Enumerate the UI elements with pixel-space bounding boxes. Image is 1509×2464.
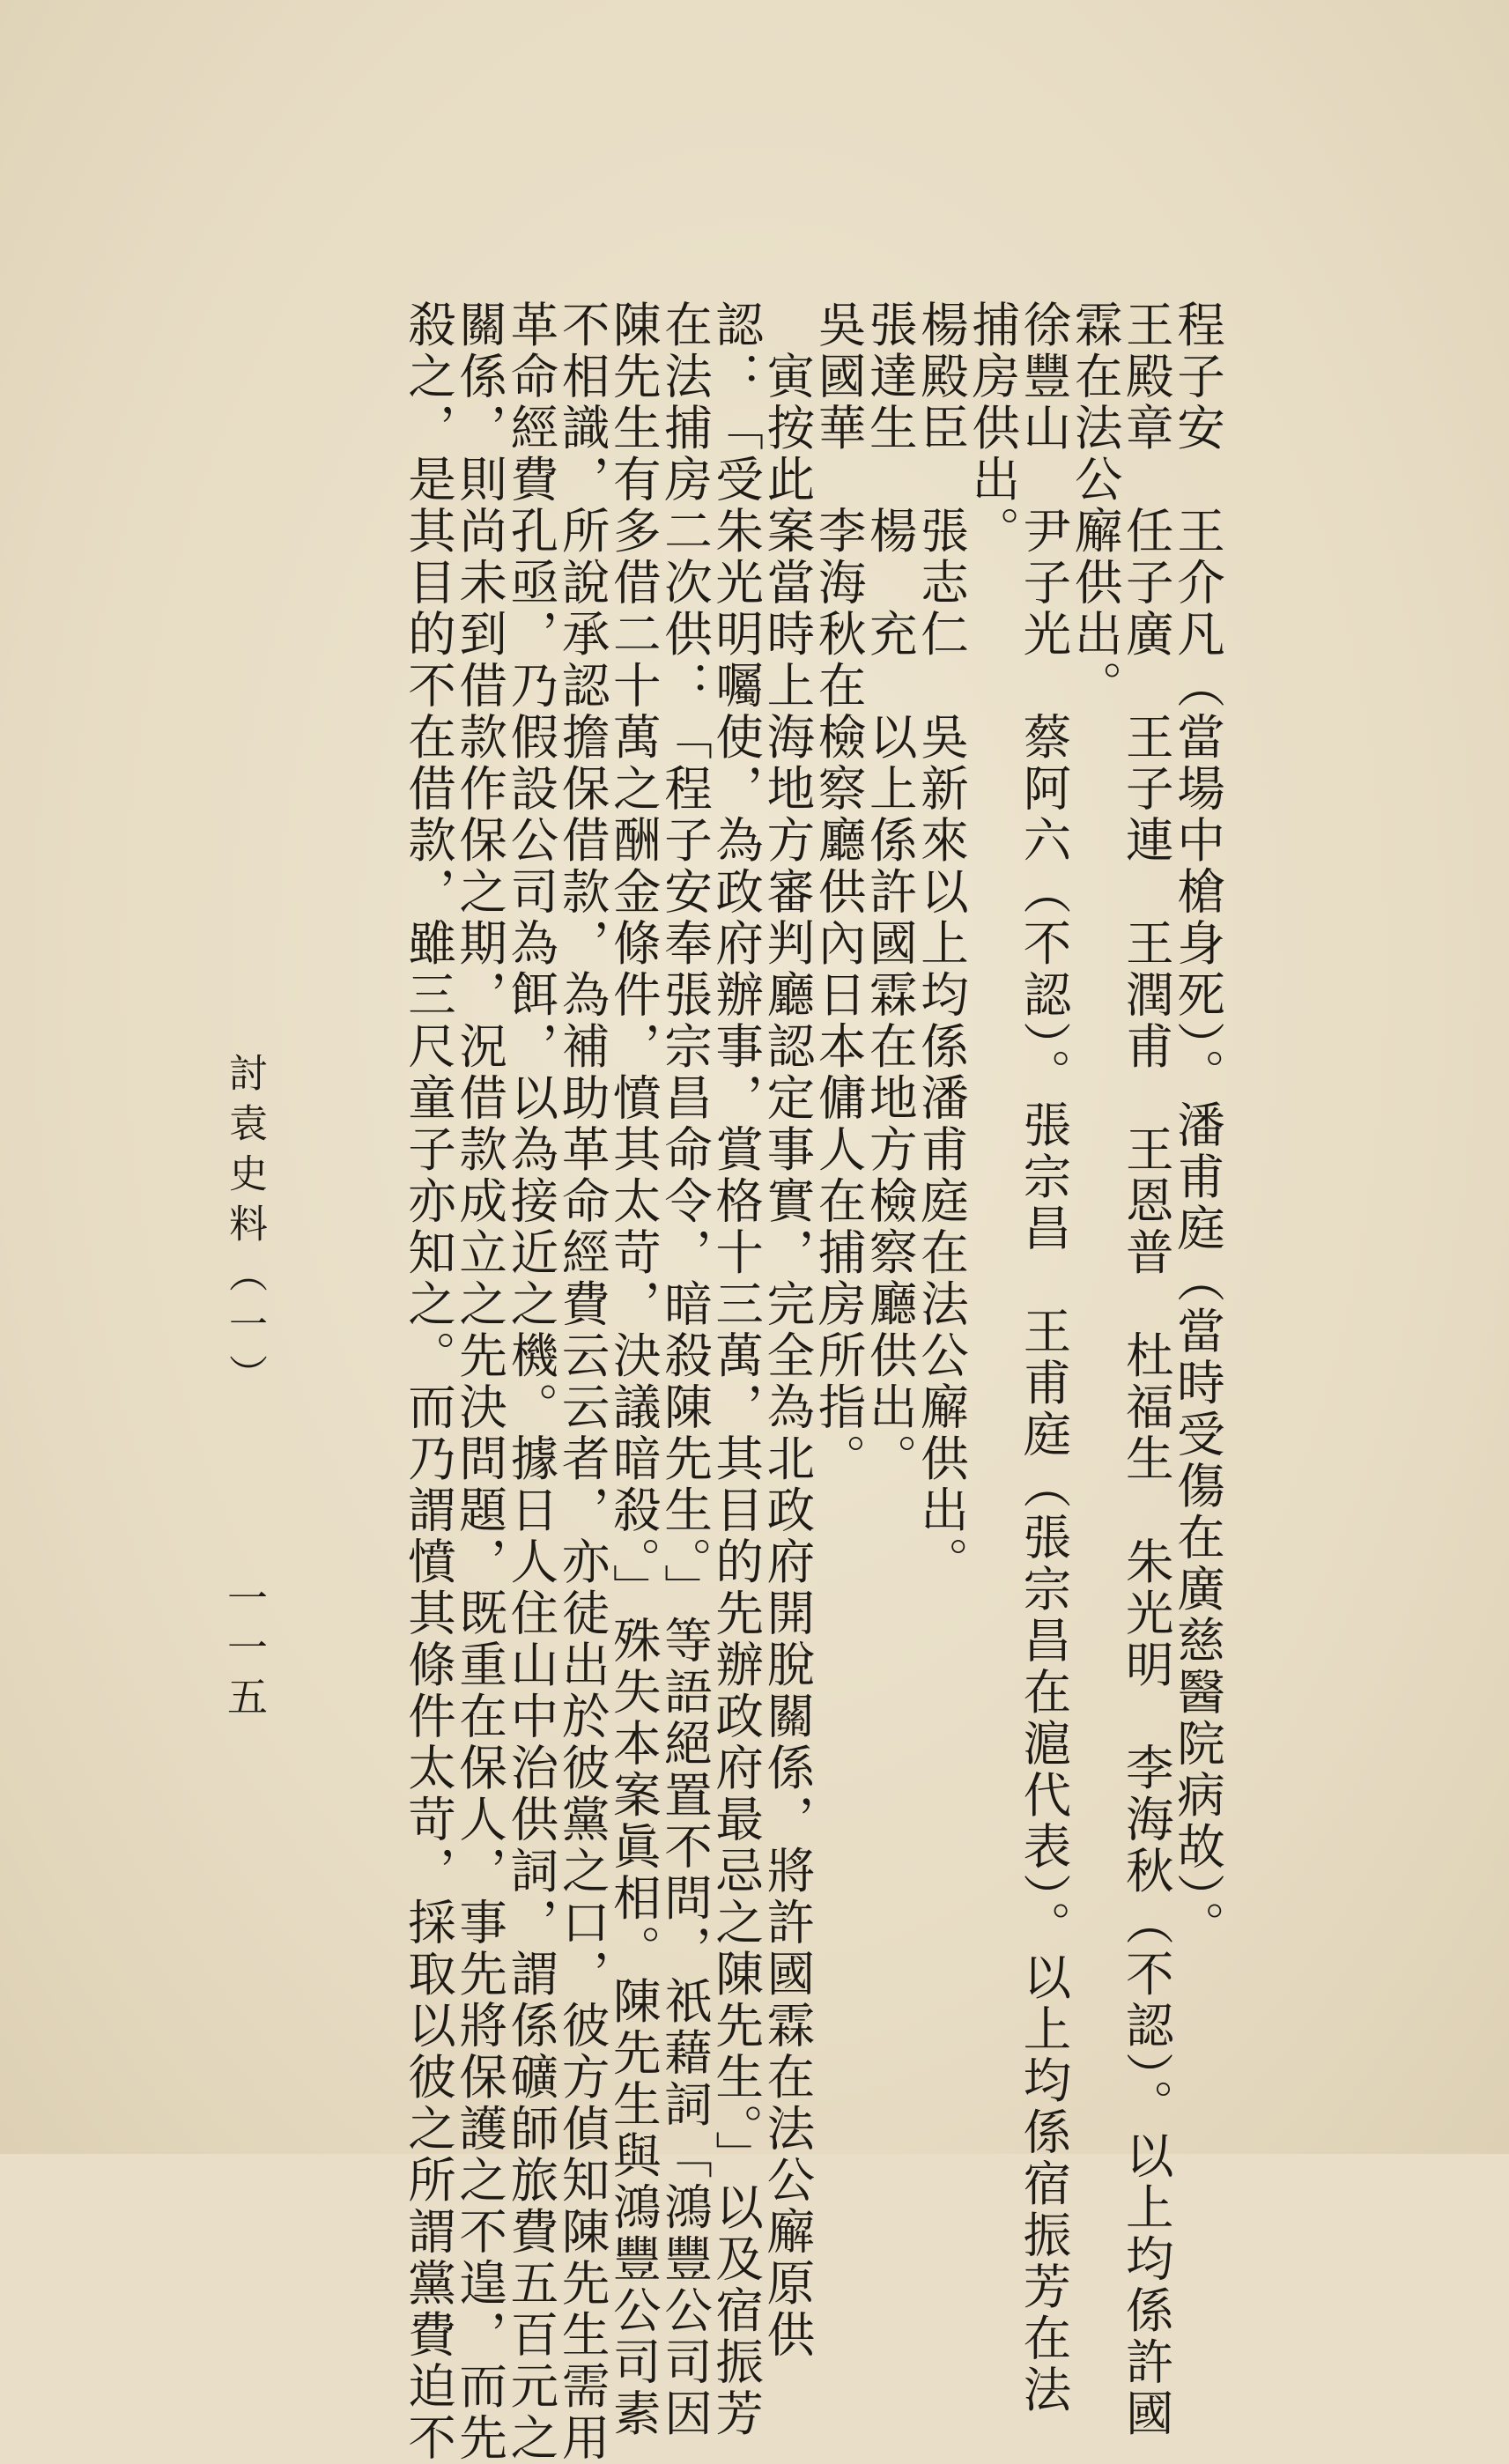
text-line: 關係，則尚未到借款作保之期，況借款成立之先決問題，既重在保人，事先將保護之不遑，而先 (451, 300, 508, 2464)
text-line: 吳國華 李海秋在檢察廳供內日本傭人在捕房所指。 (810, 300, 867, 1485)
text-line: 在法捕房二次供：「程子安奉張宗昌命令，暗殺陳先生。」等語絕置不問，祇藉詞「鴻豐公司因 (655, 300, 713, 2440)
text-line: 楊殿臣 張志仁 吳新來以上均係潘甫庭在法公廨供出。 (912, 300, 969, 1588)
text-line: 殺之，是其目的不在借款，雖三尺童子亦知之。而乃謂憤其條件太苛，採取以彼之所謂黨費迫不 (399, 300, 456, 2464)
text-line: 捕房供出。 (964, 300, 1021, 558)
text-line: 王殿章 任子廣 王子連 王潤甫 王恩普 杜福生 朱光明 李海秋（不認）。以上均係許國 (1117, 300, 1174, 2440)
text-line: 程子安 王介凡（當場中槍身死）。潘甫庭（當時受傷在廣慈醫院病故）。 (1169, 300, 1225, 1952)
page-number: 一一五 (221, 1577, 269, 1725)
book-title: 討袁史料（一） (222, 1053, 267, 1404)
body-text (399, 300, 1225, 2464)
text-line: 革命經費孔亟，乃假設公司為餌，以為接近之機。據日人住山中治供詞，謂係礦師旅費五百元之 (502, 300, 559, 2464)
text-line: 徐豐山 尹子光 蔡阿六（不認）。張宗昌 王甫庭（張宗昌在滬代表）。以上均係宿振芳在法 (1015, 300, 1072, 2416)
text-line: 陳先生有多借二十萬之酬金條件，憤其太苛，決議暗殺。」殊失本案眞相。陳先生與鴻豐公司素 (604, 300, 662, 2440)
text-line: 霖在法公廨供出。 (1066, 300, 1123, 712)
text-line: 認：「受朱光明囑使，為政府辦事，賞格十三萬，其目的先辦政府最忌之陳先生。」以及宿振芳 (707, 300, 765, 2440)
text-line: 寅按此案當時上海地方審判廳認定事實，完全為北政府開脫關係，將許國霖在法公廨原供 (758, 300, 816, 2361)
text-line: 不相識，所說承認擔保借款，為補助革命經費云云者，亦徒出於彼黨之口，彼方偵知陳先生需用 (553, 300, 610, 2464)
text-line: 張達生 楊 充 以上係許國霖在地方檢察廳供出。 (861, 300, 918, 1485)
